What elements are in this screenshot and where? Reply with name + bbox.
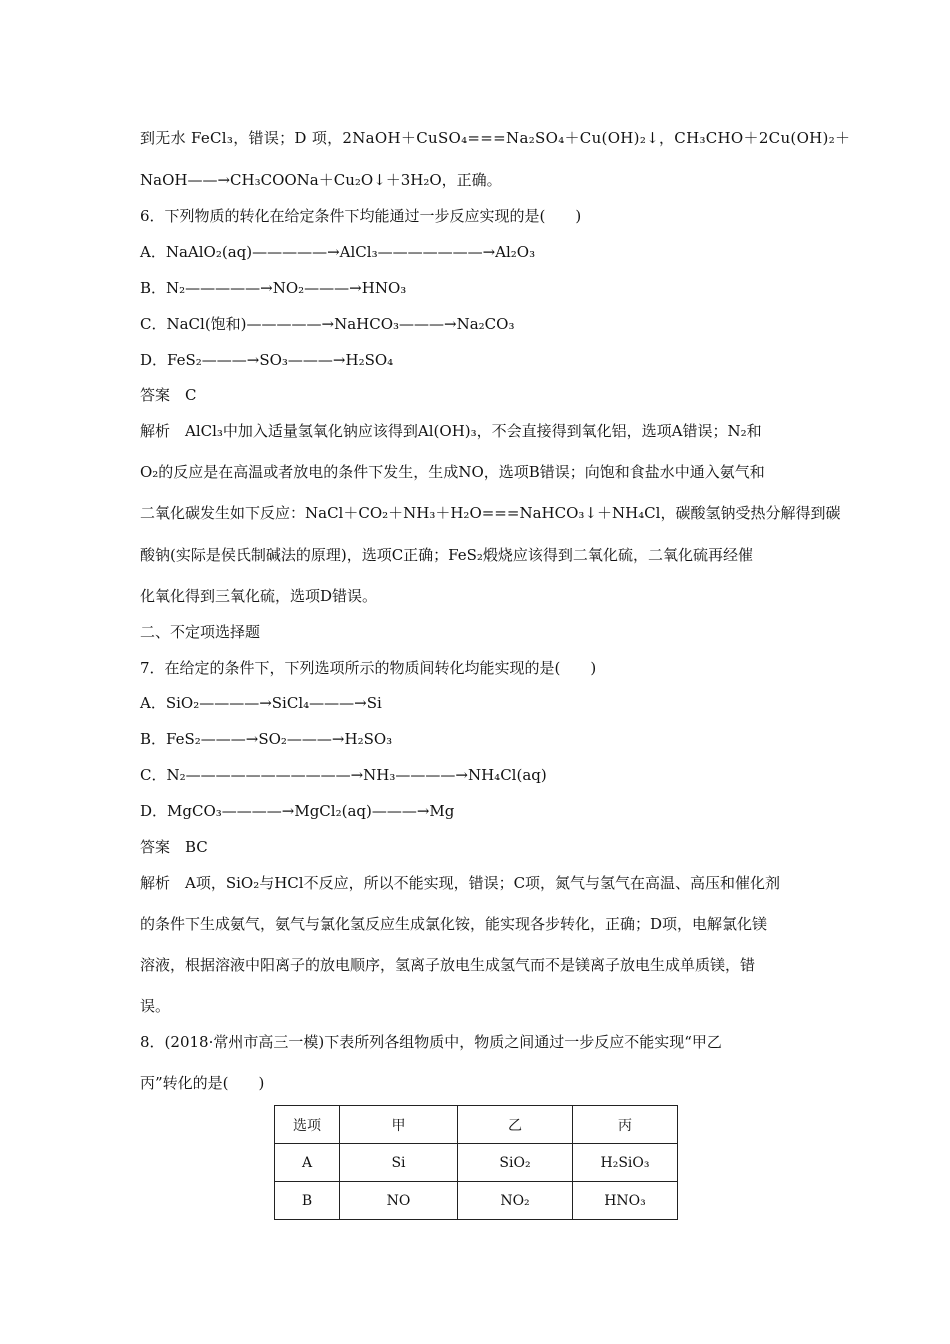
question-6-analysis-2: O₂的反应是在高温或者放电的条件下发生，生成NO，选项B错误；向饱和食盐水中通入氨气和 xyxy=(140,463,765,481)
question-7-analysis-1: 解析 A项，SiO₂与HCl不反应，所以不能实现，错误；C项，氮气与氢气在高温、高压和催化剂 xyxy=(140,874,781,892)
table-cell: H₂SiO₃ xyxy=(573,1144,678,1182)
question-8-table xyxy=(274,1105,678,1220)
question-6-option-c: C．NaCl(饱和)—————→NaHCO₃———→Na₂CO₃ xyxy=(140,315,515,333)
question-7-option-b: B．FeS₂———→SO₂———→H₂SO₃ xyxy=(140,730,393,748)
question-6-option-d: D．FeS₂———→SO₃———→H₂SO₄ xyxy=(140,351,394,369)
table-cell: SiO₂ xyxy=(458,1144,573,1182)
question-7-stem: 7．在给定的条件下，下列选项所示的物质间转化均能实现的是( ) xyxy=(140,659,597,677)
question-6-analysis-5: 化氧化得到三氧化硫，选项D错误。 xyxy=(140,587,378,605)
question-6-stem: 6．下列物质的转化在给定条件下均能通过一步反应实现的是( ) xyxy=(140,207,582,225)
question-7-analysis-2: 的条件下生成氨气，氨气与氯化氢反应生成氯化铵，能实现各步转化，正确；D项，电解氯化镁 xyxy=(140,915,768,933)
table-cell: A xyxy=(275,1144,340,1182)
continuation-line-2: NaOH——→CH₃COONa＋Cu₂O↓＋3H₂O，正确。 xyxy=(140,171,502,189)
table-row xyxy=(275,1144,678,1182)
table-header-row xyxy=(275,1106,678,1144)
question-7-analysis-4: 误。 xyxy=(140,997,171,1015)
question-7-option-d: D．MgCO₃————→MgCl₂(aq)———→Mg xyxy=(140,802,455,820)
question-8-stem-1: 8．(2018·常州市高三一模)下表所列各组物质中，物质之间通过一步反应不能实现“甲乙 xyxy=(140,1033,722,1051)
table-header-cell: 乙 xyxy=(458,1106,573,1144)
section-heading: 二、不定项选择题 xyxy=(140,623,261,641)
table-cell: B xyxy=(275,1182,340,1220)
table-cell: HNO₃ xyxy=(573,1182,678,1220)
question-6-answer: 答案 C xyxy=(140,386,197,404)
question-7-option-c: C．N₂———————————→NH₃————→NH₄Cl(aq) xyxy=(140,766,547,784)
table-header-cell: 甲 xyxy=(340,1106,458,1144)
table-cell: NO₂ xyxy=(458,1182,573,1220)
question-6-analysis-3: 二氧化碳发生如下反应：NaCl＋CO₂＋NH₃＋H₂O===NaHCO₃↓＋NH₄Cl，碳酸氢钠受热分解得到碳 xyxy=(140,504,841,522)
question-6-option-a: A．NaAlO₂(aq)—————→AlCl₃———————→Al₂O₃ xyxy=(140,243,536,261)
question-7-option-a: A．SiO₂————→SiCl₄———→Si xyxy=(140,694,382,712)
question-8-stem-2: 丙”转化的是( ) xyxy=(140,1074,265,1092)
question-7-answer: 答案 BC xyxy=(140,838,208,856)
question-6-analysis-1: 解析 AlCl₃中加入适量氢氧化钠应该得到Al(OH)₃，不会直接得到氧化铝，选项A错误；N₂和 xyxy=(140,422,762,440)
continuation-line-1: 到无水 FeCl₃，错误；D 项，2NaOH＋CuSO₄===Na₂SO₄＋Cu(OH)₂↓，CH₃CHO＋2Cu(OH)₂＋ xyxy=(140,129,851,147)
question-6-option-b: B．N₂—————→NO₂———→HNO₃ xyxy=(140,279,407,297)
question-6-analysis-4: 酸钠(实际是侯氏制碱法的原理)，选项C正确；FeS₂煅烧应该得到二氧化硫，二氧化硫再经催 xyxy=(140,546,753,564)
table-cell: NO xyxy=(340,1182,458,1220)
table-row xyxy=(275,1182,678,1220)
table-header-cell: 丙 xyxy=(573,1106,678,1144)
table-cell: Si xyxy=(340,1144,458,1182)
table-header-cell: 选项 xyxy=(275,1106,340,1144)
question-7-analysis-3: 溶液，根据溶液中阳离子的放电顺序，氢离子放电生成氢气而不是镁离子放电生成单质镁，错 xyxy=(140,956,756,974)
